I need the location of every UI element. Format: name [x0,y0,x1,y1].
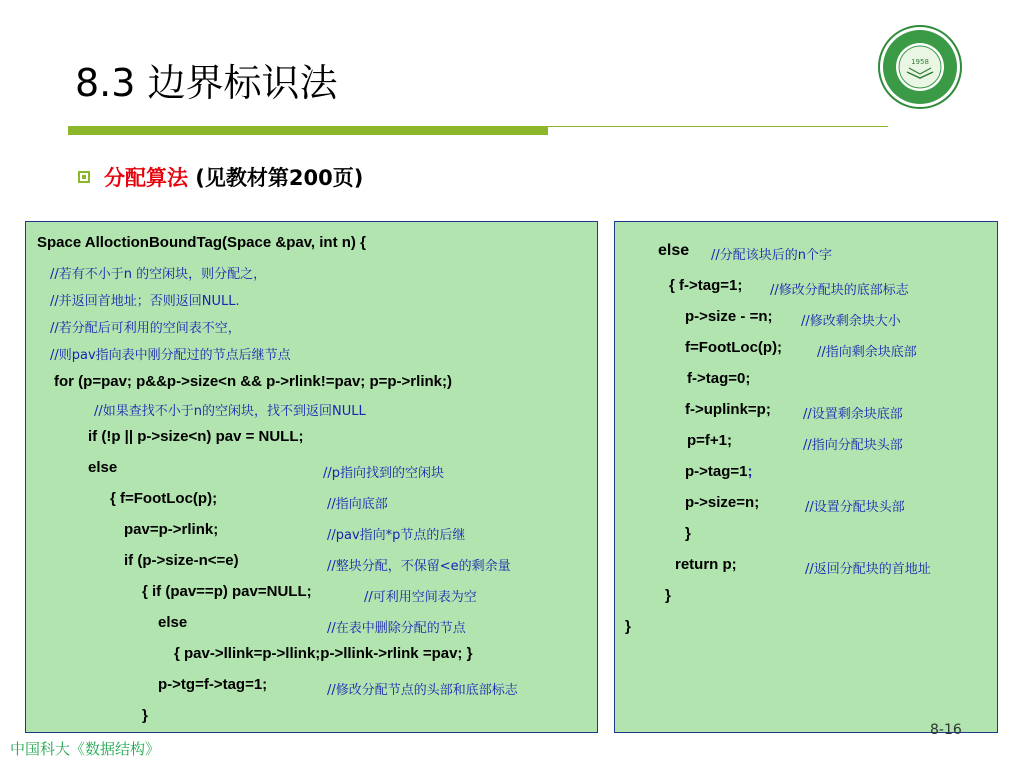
code-comment: //p指向找到的空闲块 [323,466,445,481]
code-line: else [158,614,188,631]
code-line: Space AlloctionBoundTag(Space &pav, int n) { [37,234,366,251]
code-line: p=f+1; [687,432,733,449]
code-comment: //如果查找不小于n的空闲块，找不到返回NULL [94,404,366,419]
code-line: } [665,587,671,604]
code-comment: //可利用空间表为空 [364,590,477,605]
code-line: } [142,707,148,724]
code-line: for (p=pav; p&&p->size<n && p->rlink!=pav; p=p->rlink;) [54,373,452,390]
code-line: else [88,459,118,476]
code-line: f->tag=0; [687,370,751,387]
code-line: p->size - =n; [685,308,773,325]
code-line: p->tg=f->tag=1; [158,676,268,693]
code-comment: //指向剩余块底部 [817,345,917,360]
code-comment: //在表中删除分配的节点 [327,621,466,636]
code-line: if (!p || p->size<n) pav = NULL; [88,428,304,445]
logo-year: 1958 [911,58,929,66]
code-line [685,463,753,480]
code-line: p->size=n; [685,494,760,511]
code-comment: //分配该块后的n个字 [711,248,832,263]
code-comment: //并返回首地址；否则返回NULL. [50,294,240,309]
code-comment: //pav指向*p节点的后继 [327,528,466,543]
code-line-semicolon: ; [747,463,753,480]
code-line: { pav->llink=p->llink;p->llink->rlink =pav; } [174,645,473,662]
code-comment: //设置剩余块底部 [803,407,903,422]
code-line: f->uplink=p; [685,401,771,418]
footer-course-name: 中国科大《数据结构》 [10,740,161,758]
code-line: else [658,242,690,259]
code-comment: //修改分配块的底部标志 [770,283,909,298]
code-line-text: p->tag=1 [685,463,748,480]
code-panel-right [614,221,998,733]
bullet-square-icon [78,171,90,183]
code-line: { if (pav==p) pav=NULL; [142,583,312,600]
code-comment: //设置分配块头部 [805,500,905,515]
slide-title: 8.3 边界标识法 [75,61,338,105]
code-line: } [685,525,691,542]
code-comment: //整块分配，不保留<e的剩余量 [327,559,511,574]
page-number: 8-16 [930,722,962,738]
code-comment: //指向底部 [327,497,388,512]
code-line: f=FootLoc(p); [685,339,783,356]
code-line: return p; [675,556,737,573]
code-line: pav=p->rlink; [124,521,219,538]
bullet-main-text: 分配算法 [104,166,188,190]
code-comment: //返回分配块的首地址 [805,562,931,577]
code-comment: //指向分配块头部 [803,438,903,453]
code-comment: //修改剩余块大小 [801,314,901,329]
code-line: { f->tag=1; [669,277,743,294]
bullet-ref-text: (见教材第200页) [188,166,364,190]
code-panel-left [25,221,598,733]
code-line: } [625,618,631,635]
code-comment: //修改分配节点的头部和底部标志 [327,683,518,698]
title-underline-bar [68,126,548,135]
title-underline-line [548,126,888,127]
code-comment: //若分配后可利用的空间表不空， [50,321,241,336]
university-logo [877,24,963,110]
code-line: if (p->size-n<=e) [124,552,239,569]
code-comment: //则pav指向表中刚分配过的节点后继节点 [50,348,291,363]
code-comment: //若有不小于n 的空闲块，则分配之， [50,267,267,282]
bullet-point [78,162,363,192]
code-line: { f=FootLoc(p); [110,490,218,507]
